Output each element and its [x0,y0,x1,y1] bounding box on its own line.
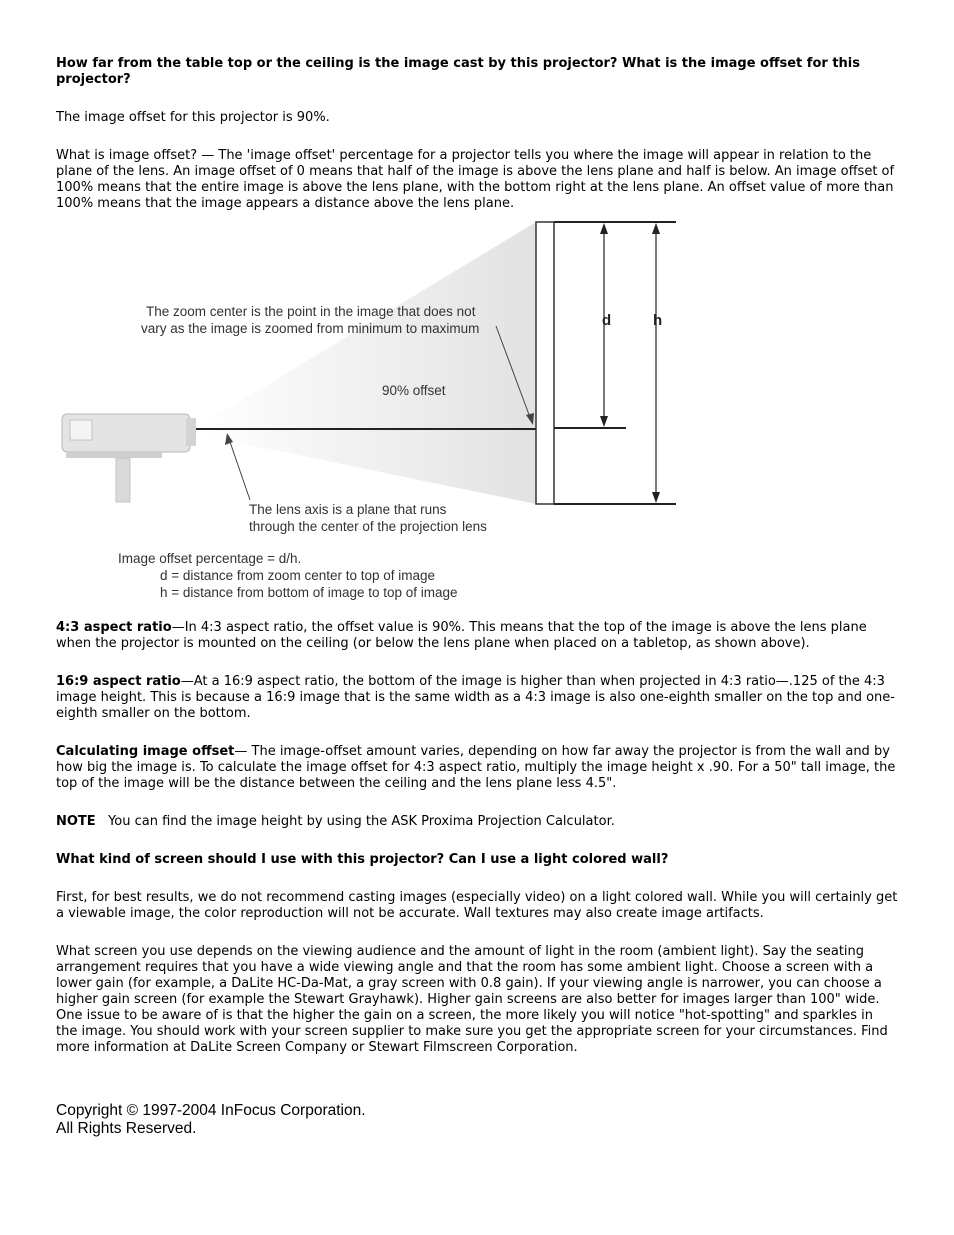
diagram-graphic [56,220,736,606]
projector-icon [62,414,196,502]
projection-screen [536,222,676,504]
copyright-line: Copyright © 1997-2004 InFocus Corporation. [56,1102,366,1119]
screen-paragraph-1: First, for best results, we do not recommend casting images (especially video) on a light colored wall. While you will certainly get a viewable image, the color reproduction will not be accurate. Wall textures may also create image artifacts. [56,890,898,921]
note-term: NOTE [56,814,96,829]
zoom-center-caption-line2: vary as the image is zoomed from minimum to maximum [141,321,480,336]
calculating-offset-term: Calculating image offset [56,744,235,759]
calculating-offset-text: — The image-offset amount varies, depending on how far away the projector is from the wall and by how big the image is. To calculate the image offset for 4:3 aspect ratio, multiply the image height x .90. For a 50" tall image, the top of the image will be the distance between the ceiling and the lens plane less 4.5". [56,744,896,791]
aspect-16-9-text: —At a 16:9 aspect ratio, the bottom of the image is higher than when projected in 4:3 ratio—.125 of the 4:3 image height. This is because a 16:9 image that is the same width as a 4:3 image is also one-eighth smaller on the top and one-eighth smaller on the bottom. [56,674,895,721]
aspect-4-3-term: 4:3 aspect ratio [56,620,172,635]
aspect-16-9-paragraph [56,674,898,722]
aspect-4-3-text: —In 4:3 aspect ratio, the offset value is 90%. This means that the top of the image is above the lens plane when the projector is mounted on the ceiling (or below the lens plane when placed on a tabletop, as shown above). [56,620,867,651]
offset-label: 90% offset [382,383,446,398]
lens-axis-caption-line2: through the center of the projection lens [249,519,487,534]
d-definition: d = distance from zoom center to top of image [160,568,436,583]
calculating-offset-paragraph [56,744,898,792]
aspect-4-3-paragraph [56,620,898,652]
offset-formula: Image offset percentage = d/h. [118,551,302,566]
note-paragraph [56,814,898,830]
question-heading-screen: What kind of screen should I use with this projector? Can I use a light colored wall? [56,852,669,867]
zoom-center-caption-line1: The zoom center is the point in the image that does not [146,304,476,319]
aspect-16-9-term: 16:9 aspect ratio [56,674,181,689]
document-page [56,56,898,1138]
question-heading-image-offset: How far from the table top or the ceiling is the image cast by this projector? What is the image offset for this projector? [56,56,860,87]
image-offset-diagram [56,220,736,606]
h-definition: h = distance from bottom of image to top of image [160,585,458,600]
light-beam [196,222,536,504]
d-label: d [602,312,612,329]
answer-intro: The image offset for this projector is 90%. [56,110,330,125]
note-text: You can find the image height by using the ASK Proxima Projection Calculator. [108,814,615,829]
h-dimension-arrow [652,223,663,503]
h-label: h [653,312,663,329]
rights-line: All Rights Reserved. [56,1120,197,1137]
screen-paragraph-2: What screen you use depends on the viewing audience and the amount of light in the room (ambient light). Say the seating arrangement requires that you have a wide viewing angle and that the room has some ambient light. Choose a screen with a lower gain (for example, a DaLite HC-Da-Mat, a gray screen with 0.8 gain). If your viewing angle is narrower, you can choose a higher gain screen (for example the Stewart Grayhawk). Higher gain screens are also better for images larger than 100" wide. One issue to be aware of is that the higher the gain on a screen, the more likely you will notice "hot-spotting" and sparkles in the image. You should work with your screen supplier to make sure you get the appropriate screen for your circumstances. Find more information at DaLite Screen Company or Stewart Filmscreen Corporation. [56,944,888,1055]
image-offset-definition: What is image offset? — The 'image offset' percentage for a projector tells you where the image will appear in relation to the plane of the lens. An image offset of 0 means that half of the image is above the lens plane and half is below. An image offset of 100% means that the entire image is above the lens plane, with the bottom right at the lens plane. An offset value of more than 100% means that the image appears a distance above the lens plane. [56,148,895,211]
lens-axis-caption-line1: The lens axis is a plane that runs [249,502,447,517]
